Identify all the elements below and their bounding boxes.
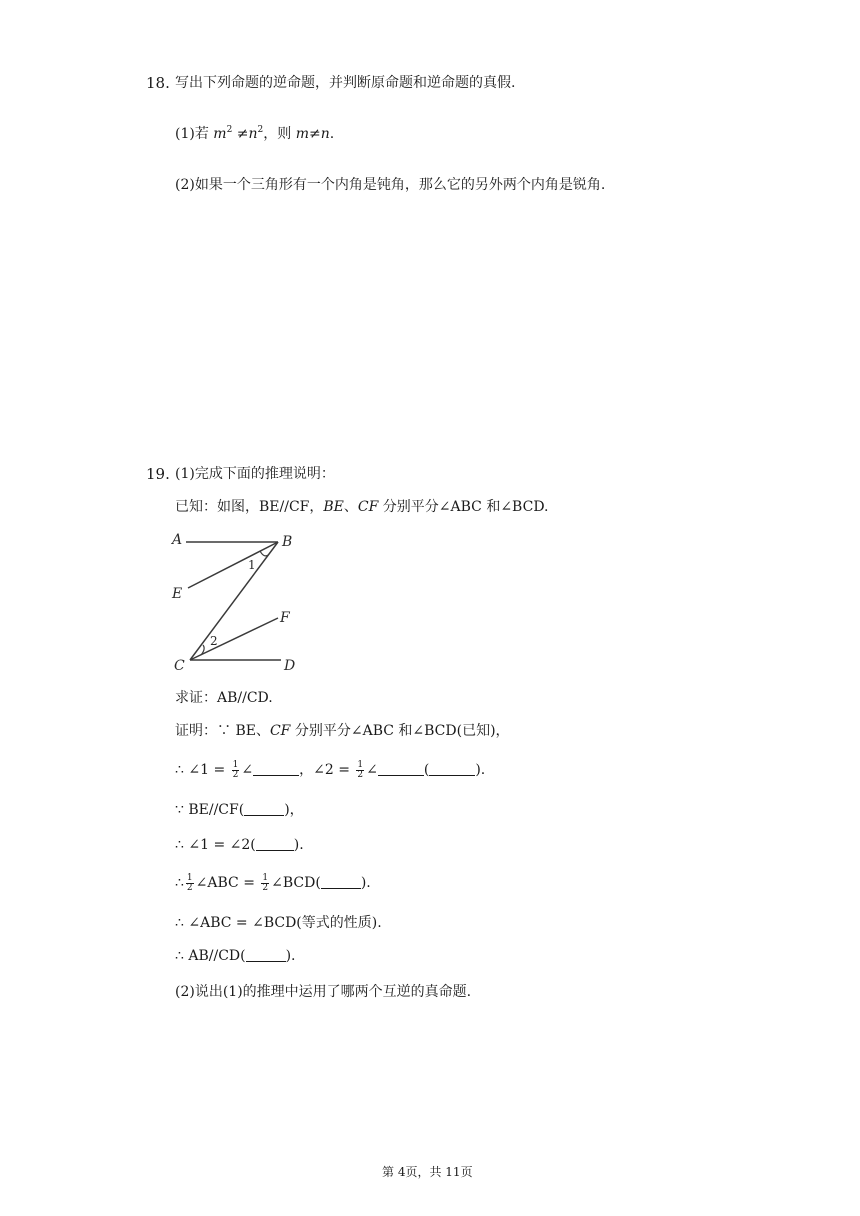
- given-statement: [175, 497, 549, 517]
- close-paren: ).: [360, 875, 371, 891]
- answer-blank[interactable]: [253, 761, 299, 776]
- question-18-prompt: 写出下列命题的逆命题，并判断原命题和逆命题的真假.: [175, 75, 516, 91]
- question-18-part-1: [175, 124, 334, 144]
- conclusion-parallel: ∴ AB//CD(: [175, 948, 246, 964]
- segment-be: BE: [323, 499, 344, 515]
- angle-symbol: ∠: [241, 762, 254, 778]
- question-19-part-1-title: (1)完成下面的推理说明：: [175, 466, 335, 482]
- close-paren: ).: [285, 948, 296, 964]
- close-paren: ).: [293, 837, 304, 853]
- var-m: m: [213, 126, 227, 142]
- fraction-one-half: $\frac{1}{2}$: [357, 759, 364, 780]
- open-paren: (: [423, 762, 430, 778]
- given-text-end: 分别平分∠ABC 和∠BCD.: [378, 499, 549, 515]
- question-19-number: 19.: [146, 465, 170, 483]
- proof-line-7: [175, 946, 296, 966]
- given-text: 已知：如图，BE//CF，: [175, 499, 324, 515]
- proof-line-6: ∴ ∠ABC = ∠BCD(等式的性质).: [175, 915, 382, 931]
- half-angle-abc: ∠ABC =: [195, 875, 255, 891]
- label-c: C: [174, 658, 185, 674]
- segment-bc: [190, 542, 278, 660]
- geometry-figure: [168, 528, 308, 676]
- neq-sign: ≠: [232, 126, 249, 142]
- fraction-one-half: $\frac{1}{2}$: [232, 759, 239, 780]
- angle-1-arc: [260, 551, 268, 556]
- fraction-one-half: $\frac{1}{2}$: [262, 872, 269, 893]
- separator: 、: [343, 499, 358, 515]
- therefore-angle-1: ∴ ∠1 =: [175, 762, 226, 778]
- proof-line-4: [175, 835, 304, 855]
- label-b: B: [282, 534, 293, 550]
- conclusion: m≠n: [295, 126, 330, 142]
- segment-cf: [190, 618, 278, 660]
- proof-line-3: [175, 800, 304, 820]
- part-1-prefix: (1)若: [175, 126, 209, 142]
- segment-be: [188, 542, 278, 588]
- label-angle-1: 1: [248, 558, 256, 572]
- angles-equal: ∴ ∠1 = ∠2(: [175, 837, 256, 853]
- question-18-part-2: (2)如果一个三角形有一个内角是钝角，那么它的另外两个内角是锐角.: [175, 177, 606, 193]
- then-text: ，则: [263, 126, 292, 142]
- reason-blank[interactable]: [256, 836, 294, 851]
- proof-start: 证明：∵ BE、: [175, 723, 270, 739]
- label-angle-2: 2: [210, 634, 218, 648]
- answer-blank[interactable]: [378, 761, 424, 776]
- question-18-number: 18.: [146, 74, 170, 92]
- proof-line-5: [175, 873, 371, 893]
- var-n: n: [248, 126, 258, 142]
- because-parallel: ∵ BE//CF(: [175, 802, 245, 818]
- proof-reason: 分别平分∠ABC 和∠BCD(已知)，: [290, 723, 510, 739]
- proof-line-2: [175, 760, 485, 780]
- period: .: [329, 126, 335, 142]
- label-f: F: [280, 610, 290, 626]
- footer-middle: 页，共: [405, 1165, 446, 1179]
- close-paren: ).: [475, 762, 486, 778]
- label-e: E: [172, 586, 183, 602]
- exponent: 2: [226, 125, 233, 135]
- footer-prefix: 第: [382, 1165, 398, 1179]
- fraction-one-half: $\frac{1}{2}$: [186, 872, 193, 893]
- label-a: A: [172, 532, 183, 548]
- angle-2-eq: ，∠2 =: [299, 762, 350, 778]
- total-pages: 11: [445, 1165, 461, 1179]
- reason-blank[interactable]: [246, 947, 286, 962]
- proof-line-1: [175, 721, 510, 741]
- label-d: D: [284, 658, 296, 674]
- page-footer: [382, 1162, 473, 1182]
- segment-cf: CF: [269, 723, 291, 739]
- exponent: 2: [257, 125, 264, 135]
- reason-blank[interactable]: [321, 874, 361, 889]
- reason-blank[interactable]: [429, 761, 475, 776]
- current-page: 4: [397, 1165, 406, 1179]
- close-paren: )，: [284, 802, 304, 818]
- footer-suffix: 页: [460, 1165, 473, 1179]
- prove-statement: 求证：AB//CD.: [175, 690, 273, 706]
- reason-blank[interactable]: [244, 801, 284, 816]
- half-angle-bcd: ∠BCD(: [271, 875, 321, 891]
- question-19-part-2: (2)说出(1)的推理中运用了哪两个互逆的真命题.: [175, 984, 472, 1000]
- angle-symbol: ∠: [366, 762, 378, 778]
- segment-cf: CF: [357, 499, 379, 515]
- therefore-symbol: ∴: [175, 875, 184, 891]
